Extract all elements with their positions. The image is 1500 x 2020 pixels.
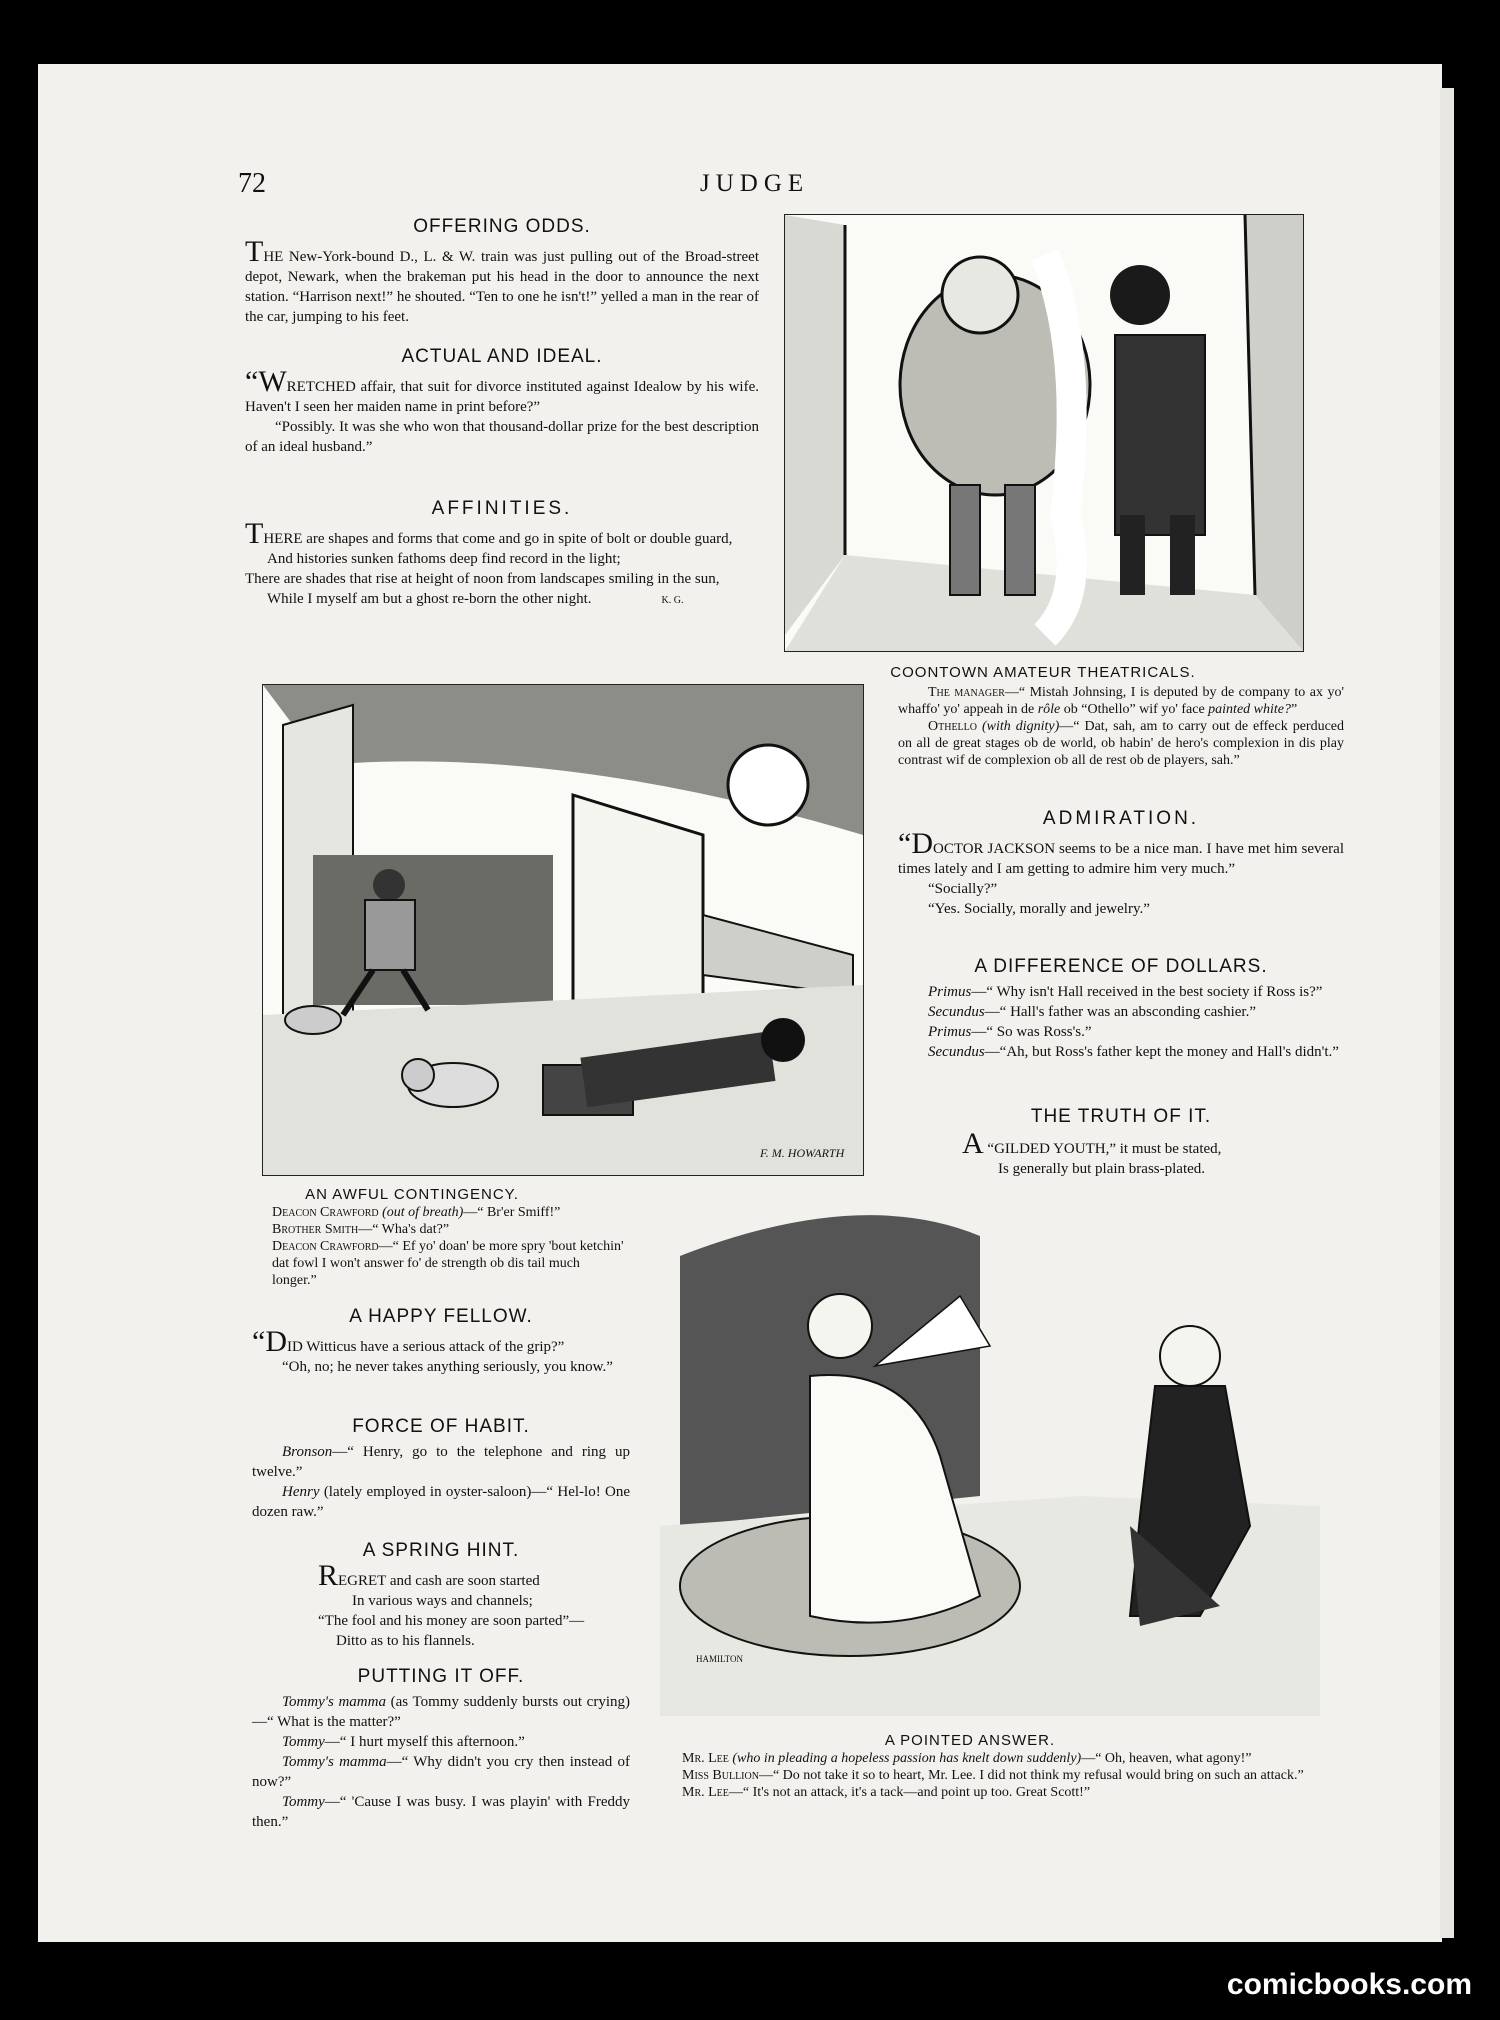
awful-caption — [272, 1204, 628, 1289]
coontown-speaker-1: The manager — [928, 685, 1005, 700]
coontown-line-1a: —“ Mistah Johnsing, I is deputed by de company to ax yo' whaffo' yo' appeah in de — [898, 685, 1344, 717]
putting-speaker: Tommy — [282, 1794, 325, 1810]
spring-hint-title: A SPRING HINT. — [362, 1540, 520, 1561]
pointed-answer-caption — [652, 1750, 1352, 1801]
drop-cap: “W — [245, 365, 287, 398]
affinities-line-1: HERE are shapes and forms that come and go in spite of bolt or double guard, — [263, 531, 733, 547]
truth-poem — [962, 1127, 1342, 1179]
actual-ideal-p1: RETCHED affair, that suit for divorce instituted against Idealow by his wife. Haven't I seen her maiden name in print before?” — [245, 379, 759, 415]
putting-speaker: Tommy's mamma — [282, 1754, 387, 1770]
drop-cap: R — [318, 1559, 339, 1592]
awful-speaker-1: Deacon Crawford — [272, 1205, 379, 1220]
affinities-poem — [245, 517, 759, 611]
pointed-speaker-2: Miss Bullion — [682, 1768, 759, 1783]
awful-contingency-illustration — [262, 684, 864, 1176]
habit-speaker: Henry — [282, 1484, 320, 1500]
coontown-line-2: —“ Dat, sah, am to carry out de effeck perduced on all de great stages ob de world, ob habin' de hero's complexion in dis play contrast wif de complexion ob all de rest ob de players, sah.” — [898, 719, 1344, 768]
putting-speaker: Tommy's mamma — [282, 1694, 386, 1710]
actual-ideal-text — [245, 365, 759, 457]
coontown-line-1b: rôle — [1037, 702, 1061, 717]
drop-cap: A — [962, 1127, 984, 1160]
pointed-speaker-3: Mr. Lee — [682, 1785, 729, 1800]
pointed-speaker-1: Mr. Lee — [682, 1751, 729, 1766]
coontown-drawing — [785, 215, 1303, 651]
awful-line-1: —“ Br'er Smiff!” — [463, 1205, 561, 1220]
affinities-line-4: While I myself am but a ghost re-born the other night. — [267, 591, 592, 607]
difference-speaker: Secundus — [928, 1004, 985, 1020]
coontown-speaker-2: Othello — [928, 719, 977, 734]
difference-speaker: Primus — [928, 984, 972, 1000]
difference-line-3: —“ So was Ross's.” — [971, 1024, 1092, 1040]
admiration-text — [898, 827, 1344, 919]
spring-hint-poem — [318, 1559, 630, 1651]
masthead: JUDGE — [700, 170, 810, 197]
force-of-habit-text — [252, 1442, 630, 1522]
putting-it-off-text — [252, 1692, 630, 1832]
putting-it-off-title: PUTTING IT OFF. — [357, 1666, 525, 1687]
admiration-p3: “Yes. Socially, morally and jewelry.” — [928, 901, 1150, 917]
pointed-answer-drawing — [660, 1196, 1320, 1716]
happy-fellow-p2: “Oh, no; he never takes anything seriously, you know.” — [282, 1359, 613, 1375]
difference-speaker: Primus — [928, 1024, 972, 1040]
awful-title: AN AWFUL CONTINGENCY. — [305, 1186, 519, 1203]
difference-line-1: —“ Why isn't Hall received in the best society if Ross is?” — [971, 984, 1323, 1000]
offering-odds-text — [245, 235, 759, 327]
awful-signature: F. M. HOWARTH — [760, 1146, 845, 1160]
awful-speaker-2: Brother Smith — [272, 1222, 359, 1237]
truth-line-1: “GILDED YOUTH,” it must be stated, — [987, 1141, 1222, 1157]
pointed-line-2: —“ Do not take it so to heart, Mr. Lee. I did not think my refusal would bring on such an attack.” — [758, 1768, 1304, 1783]
drop-cap: T — [245, 235, 264, 268]
difference-text — [898, 982, 1344, 1062]
awful-line-2: —“ Wha's dat?” — [358, 1222, 450, 1237]
happy-fellow-text — [252, 1325, 630, 1377]
spring-line-4: Ditto as to his flannels. — [336, 1633, 475, 1649]
difference-line-2: —“ Hall's father was an absconding cashier.” — [984, 1004, 1257, 1020]
force-of-habit-title: FORCE OF HABIT. — [352, 1416, 530, 1437]
awful-speaker-3: Deacon Crawford — [272, 1239, 379, 1254]
pointed-line-3: —“ It's not an attack, it's a tack—and point up too. Great Scott!” — [728, 1785, 1091, 1800]
truth-title: THE TRUTH OF IT. — [1030, 1106, 1212, 1127]
actual-ideal-title: ACTUAL AND IDEAL. — [401, 346, 603, 367]
pointed-direction-1: (who in pleading a hopeless passion has knelt down suddenly) — [728, 1751, 1082, 1766]
coontown-direction-2: (with dignity) — [977, 719, 1060, 734]
coontown-illustration — [784, 214, 1304, 652]
awful-direction-1: (out of breath) — [378, 1205, 464, 1220]
affinities-signature: K. G. — [661, 595, 684, 606]
spring-line-1: EGRET and cash are soon started — [338, 1573, 540, 1589]
spring-line-3: “The fool and his money are soon parted”— — [318, 1613, 585, 1629]
coontown-title: COONTOWN AMATEUR THEATRICALS. — [890, 664, 1196, 681]
spring-line-2: In various ways and channels; — [352, 1593, 533, 1609]
next-page-edge — [1454, 90, 1500, 1936]
pointed-signature: HAMILTON — [696, 1654, 744, 1664]
affinities-title: AFFINITIES. — [431, 498, 573, 519]
coontown-line-1e: ” — [1291, 702, 1298, 717]
truth-line-2: Is generally but plain brass-plated. — [998, 1161, 1206, 1177]
page-number: 72 — [238, 168, 266, 199]
putting-line-4: —“ 'Cause I was busy. I was playin' with Freddy then.” — [252, 1794, 630, 1830]
pointed-answer-title: A POINTED ANSWER. — [884, 1732, 1056, 1749]
putting-line-3: —“ Why didn't you cry then instead of now?” — [252, 1754, 630, 1790]
affinities-line-3: There are shades that rise at height of noon from landscapes smiling in the sun, — [245, 571, 720, 587]
offering-odds-body: HE New-York-bound D., L. & W. train was just pulling out of the Broad-street depot, Newark, when the brakeman put his head in the door to announce the next station. “Harrison next!” he shouted. “Ten to one he isn't!” yelled a man in the rear of the car, jumping to his feet. — [245, 249, 759, 325]
pointed-answer-illustration — [660, 1196, 1320, 1716]
actual-ideal-p2: “Possibly. It was she who won that thousand-dollar prize for the best description of an ideal husband.” — [245, 419, 759, 455]
admiration-p1: OCTOR JACKSON seems to be a nice man. I have met him several times lately and I am getting to admire him very much.” — [898, 841, 1344, 877]
watermark: comicbooks.com — [1226, 1968, 1472, 2001]
page-spine — [1440, 88, 1454, 1938]
habit-speaker: Bronson — [282, 1444, 333, 1460]
habit-line-2: (lately employed in oyster-saloon)—“ Hel-lo! One dozen raw.” — [252, 1484, 630, 1520]
difference-speaker: Secundus — [928, 1044, 985, 1060]
happy-fellow-title: A HAPPY FELLOW. — [349, 1306, 533, 1327]
pointed-line-1: —“ Oh, heaven, what agony!” — [1081, 1751, 1252, 1766]
difference-title: A DIFFERENCE OF DOLLARS. — [974, 956, 1268, 977]
coontown-line-1c: ob “Othello” wif yo' face — [1060, 702, 1209, 717]
drop-cap: T — [245, 517, 264, 550]
drop-cap: “D — [252, 1325, 287, 1358]
happy-fellow-p1: ID Witticus have a serious attack of the grip?” — [286, 1339, 565, 1355]
awful-line-3: —“ Ef yo' doan' be more spry 'bout ketchin' dat fowl I won't answer fo' de strength ob dis tail much longer.” — [272, 1239, 624, 1288]
drop-cap: “D — [898, 827, 933, 860]
admiration-title: ADMIRATION. — [1042, 808, 1200, 829]
habit-line-1: —“ Henry, go to the telephone and ring up twelve.” — [252, 1444, 630, 1480]
affinities-line-2: And histories sunken fathoms deep find record in the light; — [267, 551, 621, 567]
offering-odds-title: OFFERING ODDS. — [413, 216, 591, 237]
admiration-p2: “Socially?” — [928, 881, 998, 897]
coontown-caption — [898, 684, 1344, 769]
coontown-line-1d: painted white? — [1208, 702, 1291, 717]
putting-speaker: Tommy — [282, 1734, 325, 1750]
awful-contingency-drawing — [263, 685, 863, 1175]
putting-line-1: (as Tommy suddenly bursts out crying)—“ What is the matter?” — [252, 1694, 630, 1730]
putting-line-2: —“ I hurt myself this afternoon.” — [324, 1734, 525, 1750]
difference-line-4: —“Ah, but Ross's father kept the money and Hall's didn't.” — [984, 1044, 1339, 1060]
